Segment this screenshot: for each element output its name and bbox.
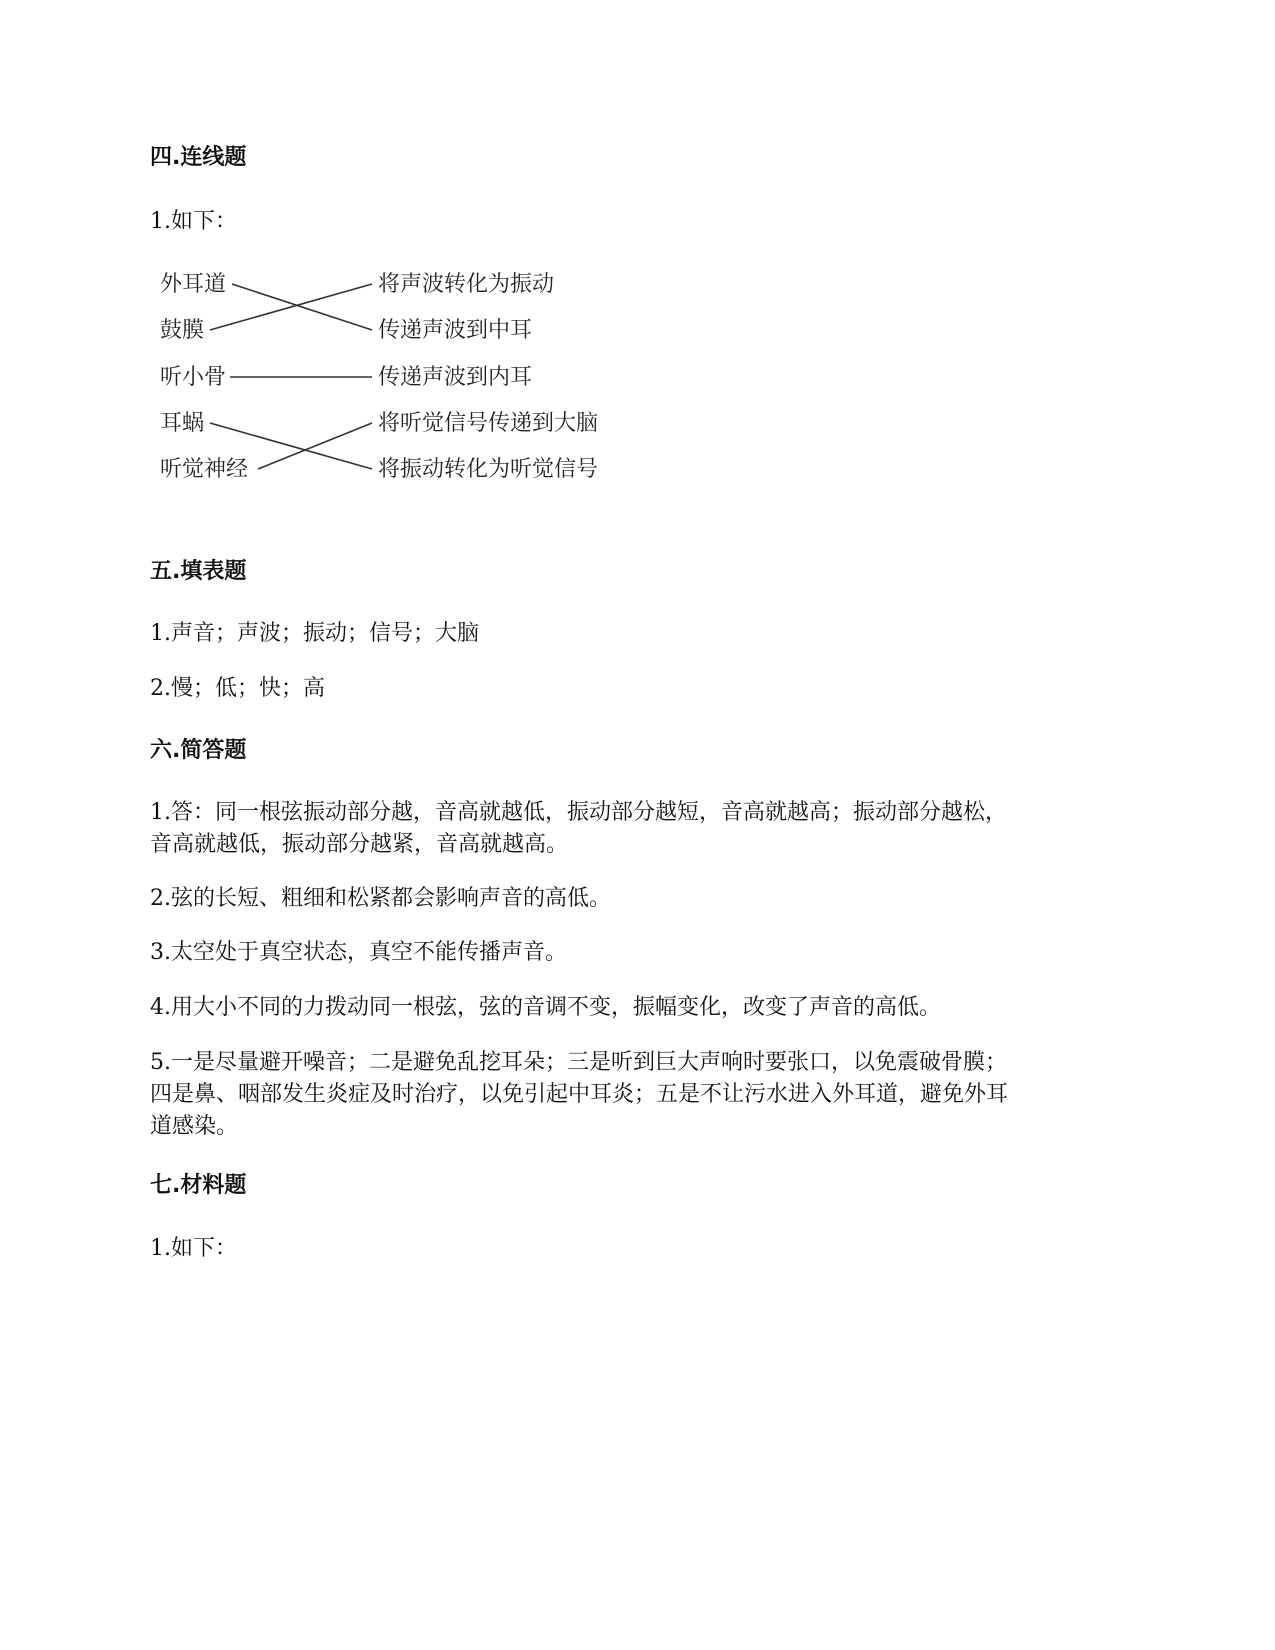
matching-right-1: 将声波转化为振动 (378, 272, 555, 297)
section-4-heading: 四.连线题 (150, 145, 247, 170)
section-6-q2 (150, 883, 1130, 915)
section-6-q4 (150, 992, 1130, 1024)
section-6-heading: 六.简答题 (150, 738, 247, 763)
section-6-q1-line2: 音高就越低，振动部分越紧，音高就越高。 (150, 832, 569, 857)
connector-line-5 (258, 423, 372, 469)
section-6-q1 (150, 797, 1130, 861)
section-7-q1 (150, 1233, 1130, 1265)
matching-right-5: 将振动转化为听觉信号 (378, 457, 599, 482)
matching-right-4: 将听觉信号传递到大脑 (378, 411, 599, 436)
matching-left-1: 外耳道 (160, 272, 227, 297)
section-7-heading: 七.材料题 (150, 1173, 247, 1198)
section-6-q3 (150, 937, 1130, 969)
section-6-q4-text: 4.用大小不同的力拨动同一根弦，弦的音调不变，振幅变化，改变了声音的高低。 (150, 995, 941, 1020)
matching-left-2: 鼓膜 (160, 318, 205, 343)
section-6 (150, 735, 1130, 767)
section-5-q2 (150, 673, 1130, 705)
section-6-q5-line1: 5.一是尽量避开噪音；二是避免乱挖耳朵；三是听到巨大声响时要张口，以免震破骨膜； (150, 1050, 1007, 1075)
section-6-q3-text: 3.太空处于真空状态，真空不能传播声音。 (150, 940, 567, 965)
section-5-q1 (150, 618, 1130, 650)
section-5-q2-text: 2.慢；低；快；高 (150, 676, 325, 701)
section-5 (150, 556, 1130, 588)
section-5-q1-text: 1.声音；声波；振动；信号；大脑 (150, 621, 479, 646)
section-6-q5-line2: 四是鼻、咽部发生炎症及时治疗，以免引起中耳炎；五是不让污水进入外耳道，避免外耳 (150, 1082, 1009, 1107)
matching-svg (160, 268, 620, 508)
matching-left-4: 耳蜗 (160, 411, 205, 436)
matching-diagram (160, 268, 620, 508)
matching-left-3: 听小骨 (160, 365, 227, 390)
connector-line-2 (210, 284, 372, 330)
section-6-q5-line3: 道感染。 (150, 1114, 239, 1139)
section-4 (150, 142, 1130, 174)
section-6-q1-line1: 1.答：同一根弦振动部分越，音高就越低，振动部分越短，音高就越高；振动部分越松， (150, 800, 1007, 825)
section-4-q1-text: 1.如下： (150, 209, 237, 234)
section-7 (150, 1170, 1130, 1202)
section-5-heading: 五.填表题 (150, 559, 247, 584)
section-7-q1-text: 1.如下： (150, 1236, 237, 1261)
connector-line-1 (232, 284, 372, 330)
section-6-q5 (150, 1047, 1130, 1143)
matching-right-3: 传递声波到内耳 (378, 365, 533, 390)
matching-left-5: 听觉神经 (160, 457, 249, 482)
section-4-q1 (150, 206, 1130, 238)
matching-right-2: 传递声波到中耳 (378, 318, 533, 343)
section-6-q2-text: 2.弦的长短、粗细和松紧都会影响声音的高低。 (150, 886, 611, 911)
